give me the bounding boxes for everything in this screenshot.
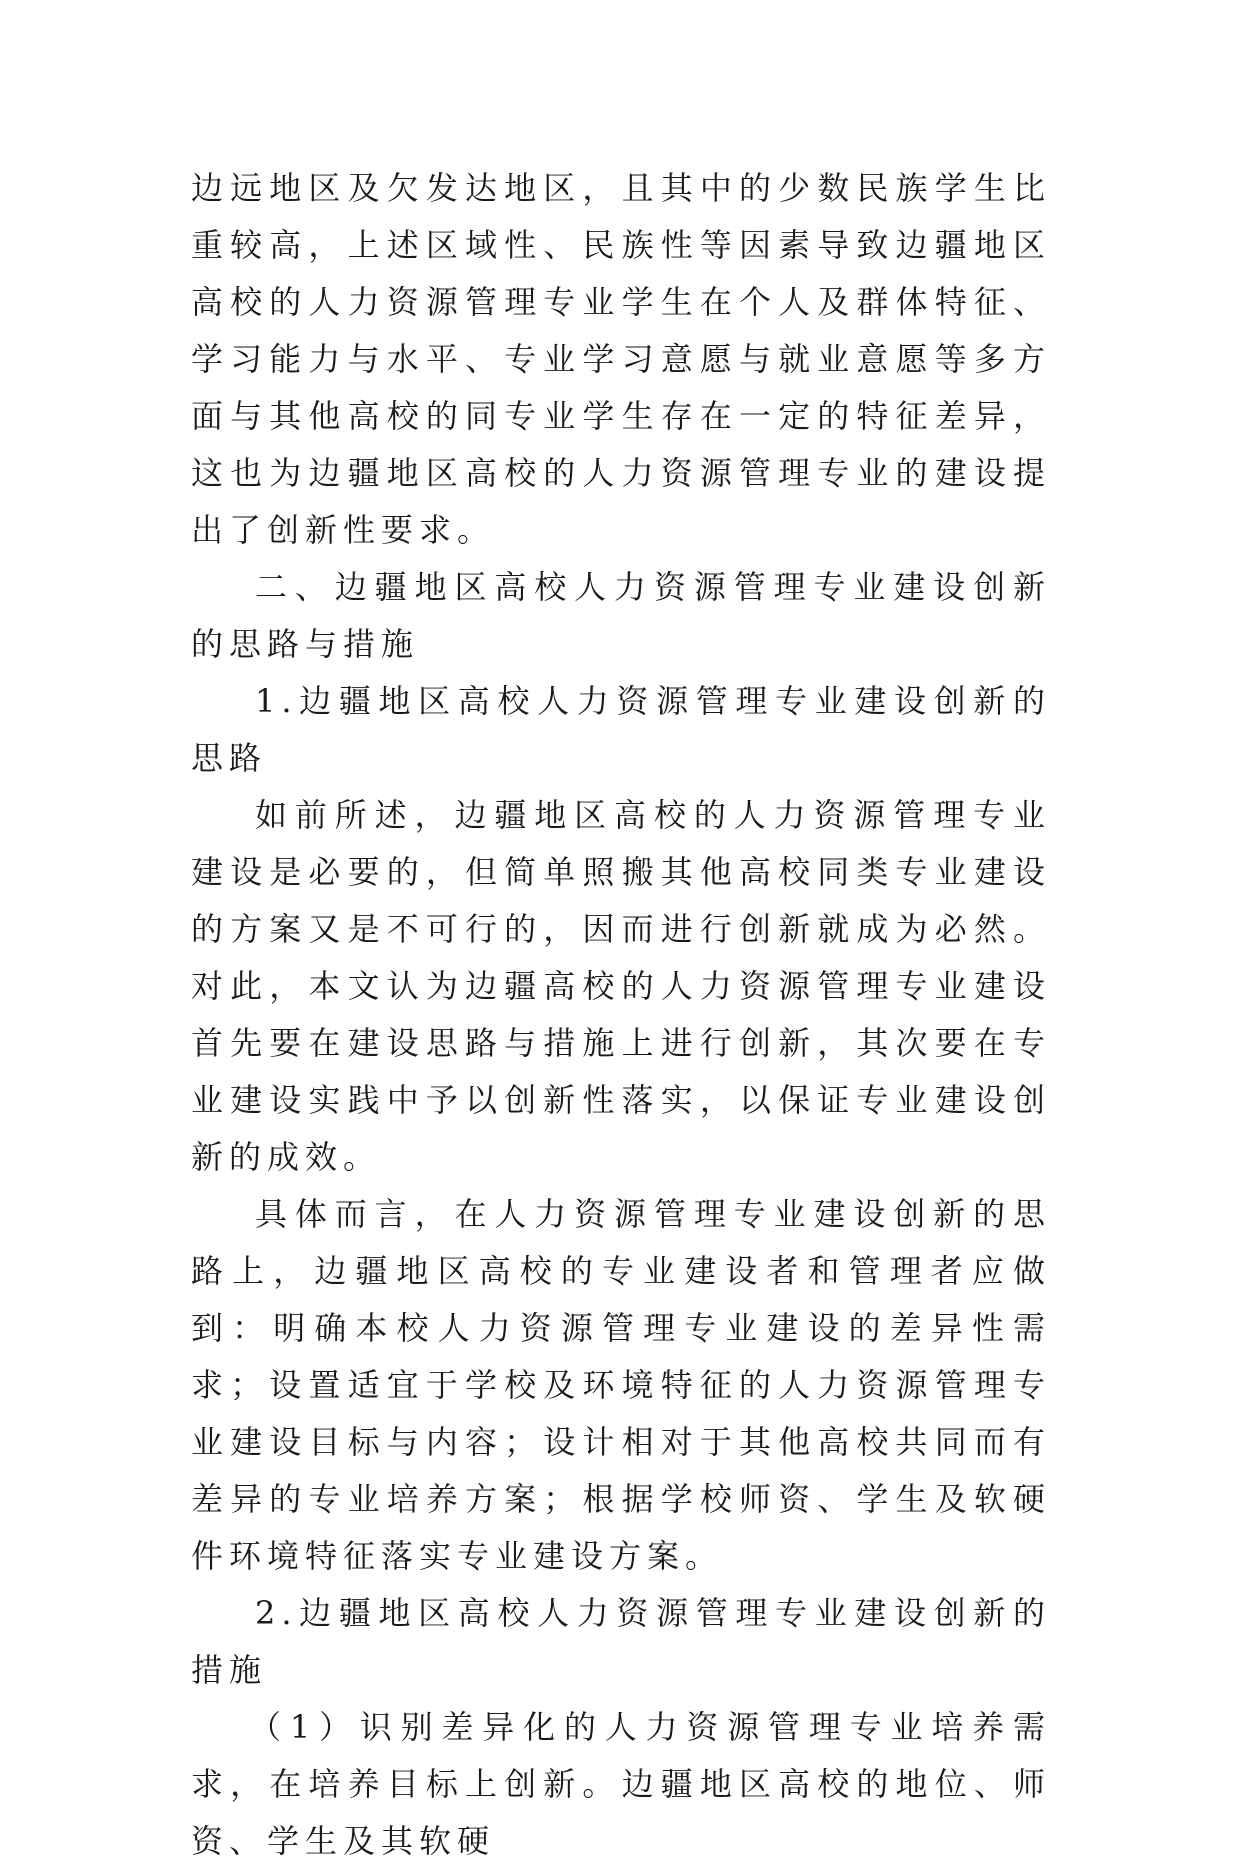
- paragraph-continuation: 边远地区及欠发达地区，且其中的少数民族学生比重较高，上述区域性、民族性等因素导致边疆地区高校的人力资源管理专业学生在个人及群体特征、学习能力与水平、专业学习意愿与就业意愿等多方面与其他高校的同专业学生存在一定的特征差异，这也为边疆地区高校的人力资源管理专业的建设提出了创新性要求。: [191, 169, 1051, 549]
- document-body: [191, 160, 1051, 1870]
- paragraph-necessity: 如前所述，边疆地区高校的人力资源管理专业建设是必要的，但简单照搬其他高校同类专业建设的方案又是不可行的，因而进行创新就成为必然。对此，本文认为边疆高校的人力资源管理专业建设首先要在建设思路与措施上进行创新，其次要在专业建设实践中予以创新性落实，以保证专业建设创新的成效。: [191, 796, 1051, 1176]
- paragraph-measure-1: （1）识别差异化的人力资源管理专业培养需求，在培养目标上创新。边疆地区高校的地位、师资、学生及其软硬: [191, 1708, 1051, 1860]
- section-heading-2: 二、边疆地区高校人力资源管理专业建设创新的思路与措施: [191, 568, 1051, 663]
- subsection-heading-2-1: 1.边疆地区高校人力资源管理专业建设创新的思路: [191, 682, 1051, 777]
- paragraph-specific-ideas: 具体而言，在人力资源管理专业建设创新的思路上，边疆地区高校的专业建设者和管理者应做到：明确本校人力资源管理专业建设的差异性需求；设置适宜于学校及环境特征的人力资源管理专业建设目标与内容；设计相对于其他高校共同而有差异的专业培养方案；根据学校师资、学生及软硬件环境特征落实专业建设方案。: [191, 1195, 1051, 1575]
- subsection-heading-2-2: 2.边疆地区高校人力资源管理专业建设创新的措施: [191, 1594, 1051, 1689]
